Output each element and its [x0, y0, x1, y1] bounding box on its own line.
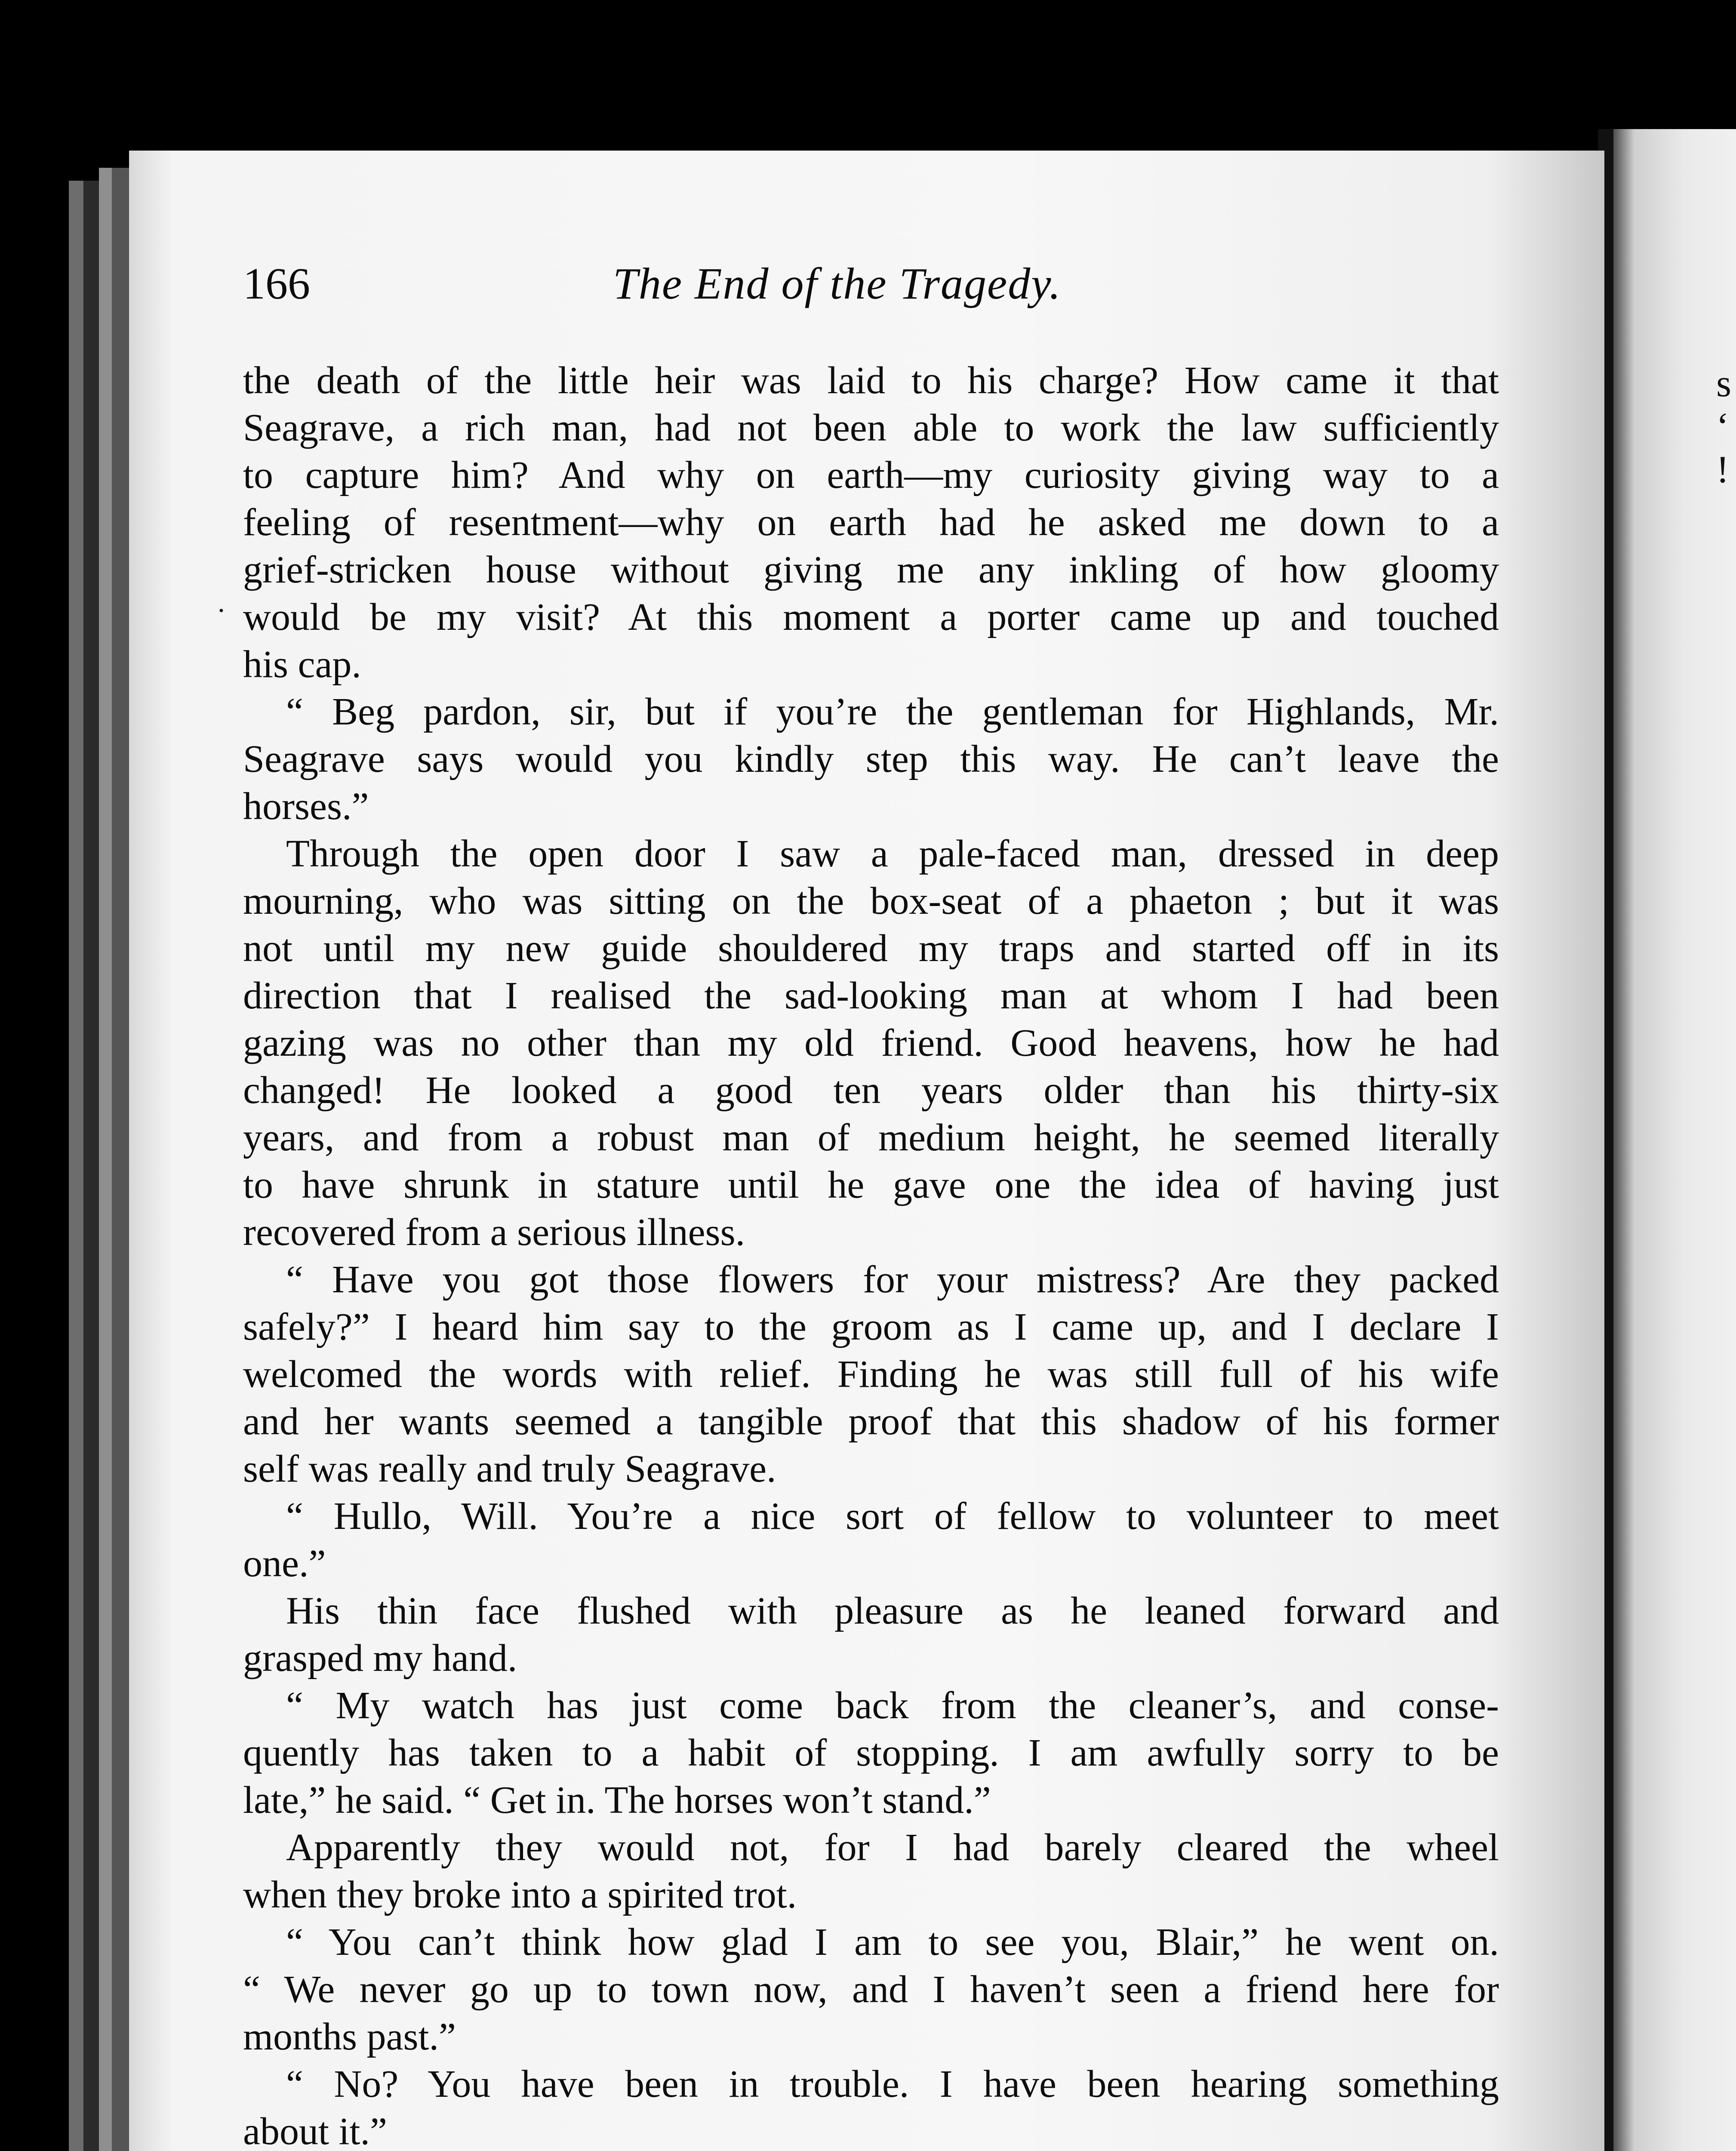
text-line: “ You can’t think how glad I am to see you, Blair,” he went on.: [286, 1921, 1499, 1963]
running-head: The End of the Tragedy.: [613, 259, 1062, 308]
margin-dot: ·: [217, 596, 226, 626]
text-line: changed! He looked a good ten years older than his thirty-six: [243, 1069, 1499, 1112]
text-line: “ My watch has just come back from the cleaner’s, and conse-: [286, 1684, 1499, 1727]
facing-page-fragment: s: [1716, 362, 1732, 405]
text-line: gazing was no other than my old friend. Good heavens, how he had: [243, 1022, 1499, 1064]
text-line: His thin face flushed with pleasure as he leaned forward and: [286, 1590, 1499, 1632]
text-line: welcomed the words with relief. Finding he was still full of his wife: [243, 1353, 1499, 1396]
text-line: “ We never go up to town now, and I haven’t seen a friend here for: [243, 1968, 1499, 2011]
facing-page-fragment: !: [1716, 448, 1729, 491]
text-line: safely?” I heard him say to the groom as I came up, and I declare I: [243, 1306, 1499, 1348]
text-line: Apparently they would not, for I had barely cleared the wheel: [286, 1826, 1499, 1869]
text-line: feeling of resentment—why on earth had he asked me down to a: [243, 501, 1499, 544]
text-line: grief-stricken house without giving me any inkling of how gloomy: [243, 549, 1499, 591]
text-line: “ No? You have been in trouble. I have been hearing something: [286, 2063, 1499, 2105]
text-line: one.”: [243, 1542, 326, 1585]
text-line: quently has taken to a habit of stopping. I am awfully sorry to be: [243, 1732, 1499, 1774]
text-line: years, and from a robust man of medium height, he seemed literally: [243, 1116, 1499, 1159]
text-line: not until my new guide shouldered my traps and started off in its: [243, 927, 1499, 970]
page-header: [243, 258, 1533, 318]
text-line: Seagrave says would you kindly step this way. He can’t leave the: [243, 738, 1499, 780]
text-line: Seagrave, a rich man, had not been able to work the law sufficiently: [243, 407, 1499, 449]
text-line: about it.”: [243, 2110, 387, 2151]
text-line: his cap.: [243, 643, 361, 686]
text-line: Through the open door I saw a pale-faced man, dressed in deep: [286, 832, 1499, 875]
text-line: mourning, who was sitting on the box-seat of a phaeton ; but it was: [243, 880, 1499, 922]
page-number: 166: [243, 259, 310, 308]
text-line: horses.”: [243, 785, 369, 828]
text-line: “ Hullo, Will. You’re a nice sort of fellow to volunteer to meet: [286, 1495, 1499, 1538]
text-line: recovered from a serious illness.: [243, 1211, 745, 1254]
text-line: self was really and truly Seagrave.: [243, 1448, 776, 1490]
text-line: the death of the little heir was laid to his charge? How came it that: [243, 359, 1499, 402]
facing-page-edge: [1609, 129, 1736, 2151]
text-line: to have shrunk in stature until he gave one the idea of having just: [243, 1164, 1499, 1206]
text-line: grasped my hand.: [243, 1637, 517, 1680]
text-line: “ Have you got those flowers for your mistress? Are they packed: [286, 1258, 1499, 1301]
text-line: direction that I realised the sad-looking man at whom I had been: [243, 974, 1499, 1017]
text-line: late,” he said. “ Get in. The horses won’t stand.”: [243, 1779, 991, 1821]
text-line: would be my visit? At this moment a porter came up and touched: [243, 596, 1499, 638]
text-line: “ Beg pardon, sir, but if you’re the gentleman for Highlands, Mr.: [286, 690, 1499, 733]
text-line: when they broke into a spirited trot.: [243, 1874, 797, 1916]
facing-page-fragment: ‘: [1716, 405, 1729, 448]
body-text: [243, 357, 1499, 2151]
text-line: months past.”: [243, 2015, 456, 2058]
text-line: to capture him? And why on earth—my curiosity giving way to a: [243, 454, 1499, 496]
text-line: and her wants seemed a tangible proof that this shadow of his former: [243, 1400, 1499, 1443]
